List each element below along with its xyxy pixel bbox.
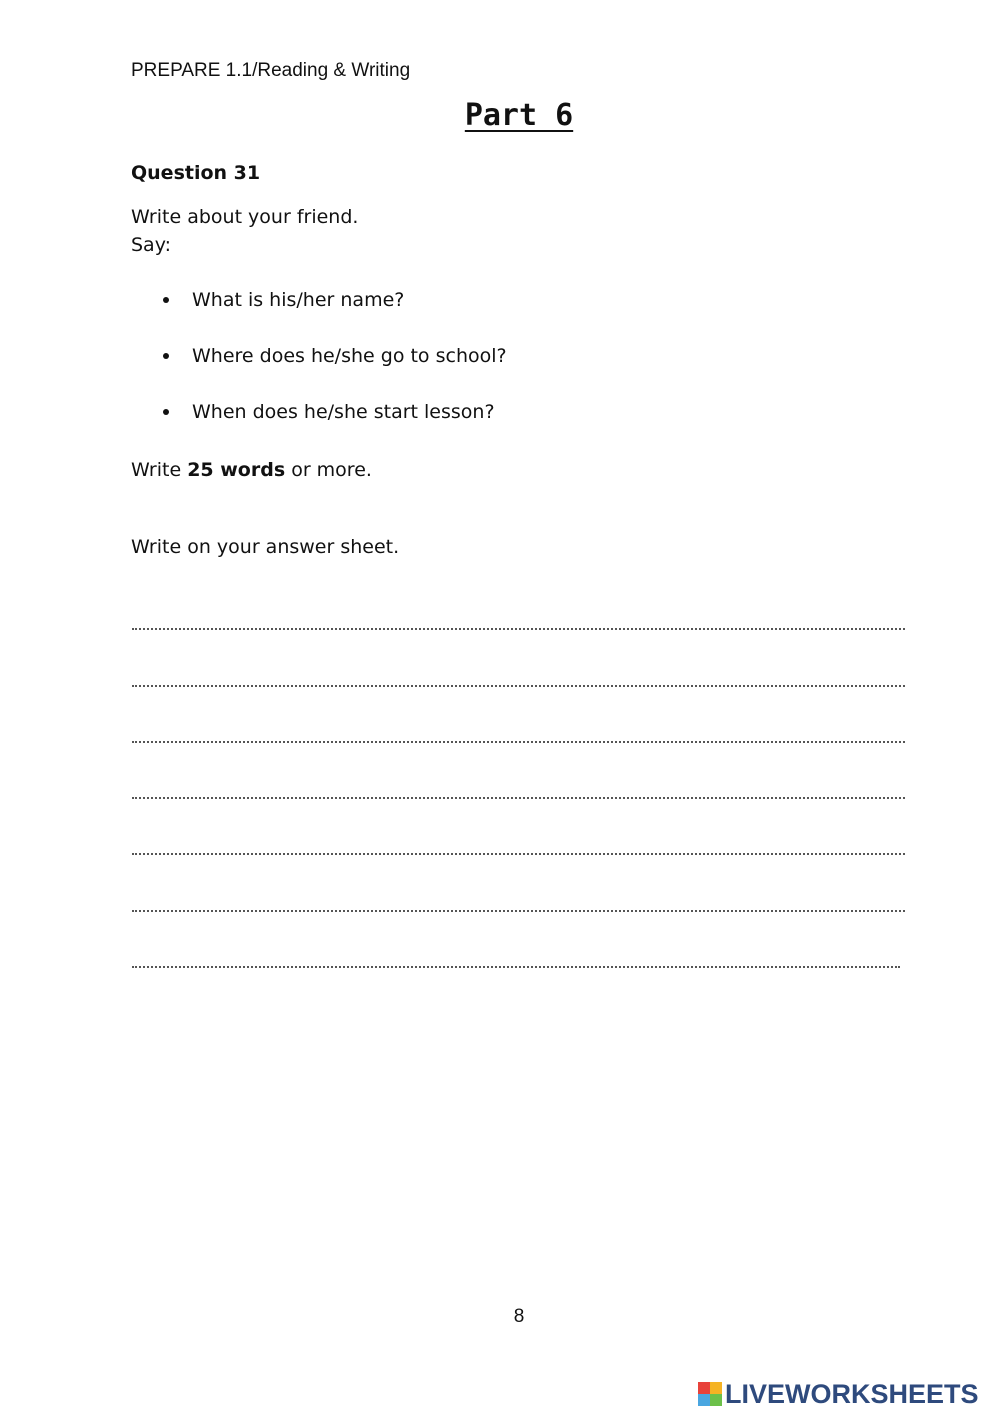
bullet-icon <box>163 353 169 359</box>
word-count-bold: 25 words <box>187 459 286 481</box>
prompt-item <box>160 286 507 342</box>
prompt-text: Where does he/she go to school? <box>192 345 507 367</box>
prompt-item <box>160 342 507 398</box>
instruction-text: Write about your friend. <box>131 206 359 228</box>
liveworksheets-watermark <box>698 1378 979 1410</box>
answer-line[interactable] <box>132 966 900 968</box>
prompt-list <box>160 286 507 454</box>
answer-sheet-instruction: Write on your answer sheet. <box>131 536 400 558</box>
word-count-suffix: or more. <box>285 459 372 481</box>
instruction-say: Say: <box>131 234 171 256</box>
page-title: Part 6 <box>464 98 574 133</box>
prompt-text: What is his/her name? <box>192 289 405 311</box>
liveworksheets-logo-icon <box>698 1382 722 1406</box>
page-number: 8 <box>513 1306 525 1327</box>
bullet-icon <box>163 409 169 415</box>
answer-line[interactable] <box>132 910 905 912</box>
word-count-prefix: Write <box>131 459 188 481</box>
answer-line[interactable] <box>132 685 905 687</box>
answer-line[interactable] <box>132 741 905 743</box>
watermark-text: LIVEWORKSHEETS <box>725 1378 979 1409</box>
answer-line[interactable] <box>132 853 905 855</box>
question-heading: Question 31 <box>131 162 261 184</box>
answer-line[interactable] <box>132 797 905 799</box>
word-count-instruction <box>131 456 372 484</box>
prompt-text: When does he/she start lesson? <box>192 401 495 423</box>
prompt-item <box>160 398 507 454</box>
answer-line[interactable] <box>132 628 905 630</box>
document-header: PREPARE 1.1/Reading & Writing <box>131 60 411 81</box>
bullet-icon <box>163 297 169 303</box>
